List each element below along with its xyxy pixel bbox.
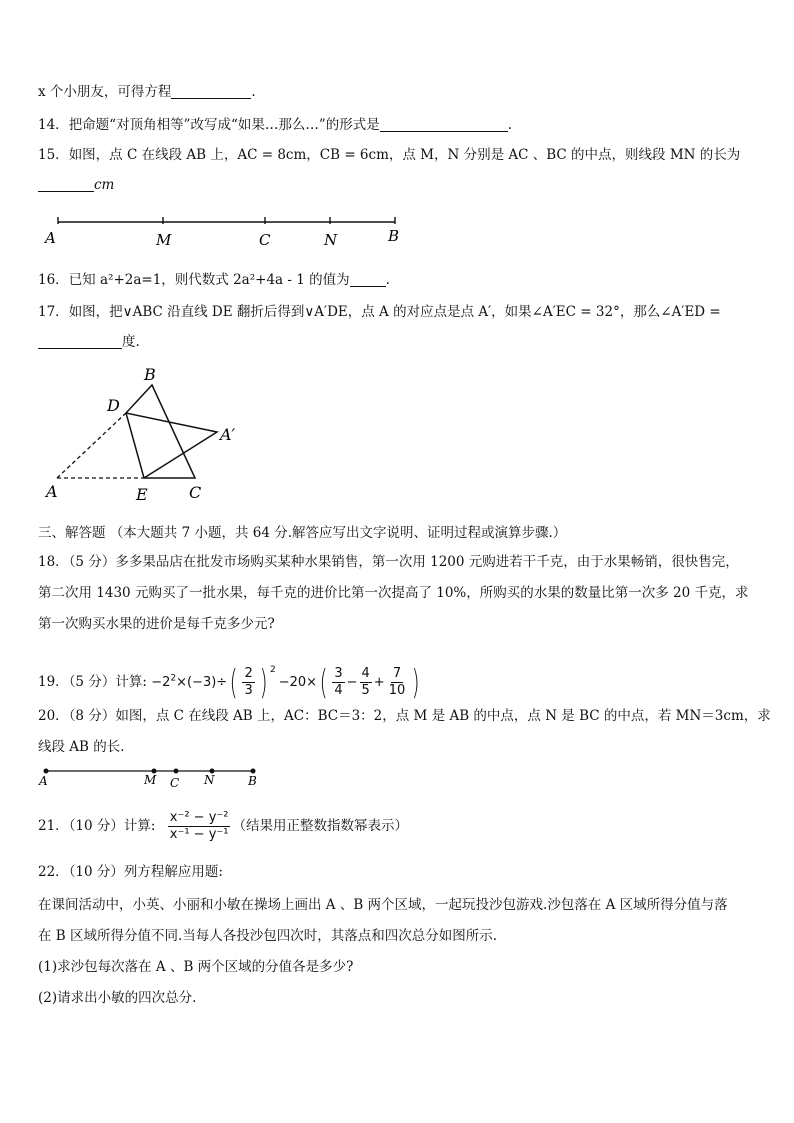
label-b: B xyxy=(144,365,156,384)
q20-text-2: 线段 AB 的长. xyxy=(38,739,125,755)
q18-line2 xyxy=(38,583,749,603)
q18-text-3: 第一次购买水果的进价是每千克多少元? xyxy=(38,616,275,632)
q22-text-1: 在课间活动中，小英、小丽和小敏在操场上画出 A 、B 两个区域，一起玩投沙包游戏.沙包落在 A 区域所得分值与落 xyxy=(38,897,728,913)
label-a: A xyxy=(39,774,48,788)
plus-sign: + xyxy=(373,675,385,690)
question-number: 18． xyxy=(38,554,69,570)
q21-note: （结果用正整数指数幂表示） xyxy=(232,818,408,834)
question-number: 17． xyxy=(38,304,69,320)
answer-blank[interactable] xyxy=(38,177,94,192)
folded-triangle xyxy=(126,413,217,478)
q22-line1 xyxy=(38,895,728,915)
q21-fraction xyxy=(168,810,231,843)
q20-line1 xyxy=(38,706,771,726)
question-number: 16． xyxy=(38,272,69,288)
q16-line xyxy=(38,270,390,290)
numerator: 2 xyxy=(244,666,253,681)
question-number: 21． xyxy=(38,818,69,834)
q15-line xyxy=(38,145,740,165)
label-m: M xyxy=(144,773,157,787)
q16-period: . xyxy=(385,272,390,288)
q18-line1 xyxy=(38,552,739,572)
numerator: x⁻² − y⁻² xyxy=(169,810,229,825)
fraction-3-4 xyxy=(332,666,344,699)
q14-period: . xyxy=(507,117,513,133)
denominator: 10 xyxy=(388,683,406,698)
term-neg2: −2 xyxy=(151,675,171,690)
answer-blank[interactable] xyxy=(380,117,508,132)
q22-subquestion-2: (2)请求出小敏的四次总分. xyxy=(38,990,197,1006)
compute-label: 计算: xyxy=(123,818,156,834)
q13-period: . xyxy=(251,84,256,100)
q22-line2 xyxy=(38,926,497,946)
q14-line xyxy=(38,115,512,135)
q15-segment-figure xyxy=(40,212,420,252)
q15-text: 如图，点 C 在线段 AB 上，AC = 8cm，CB = 6cm，点 M，N 分别是 AC 、BC 的中点，则线段 MN 的长为 xyxy=(68,147,741,163)
denominator: 5 xyxy=(361,683,370,698)
q15-answer-line xyxy=(38,175,114,195)
dashed-ad xyxy=(57,413,126,478)
label-c: C xyxy=(170,776,180,790)
q13-text: x 个小朋友，可得方程 xyxy=(38,84,172,100)
label-n: N xyxy=(204,773,215,787)
question-number: 15． xyxy=(38,147,69,163)
q17-text: 如图，把∨ABC 沿直线 DE 翻折后得到∨A′DE，点 A 的对应点是点 A′，如果∠A′EC = 32°，那么∠A′ED = xyxy=(68,304,721,320)
section-heading xyxy=(38,523,566,543)
answer-blank[interactable] xyxy=(350,272,386,287)
point-a xyxy=(44,769,49,774)
label-e: E xyxy=(136,485,148,504)
q22-text-2: 在 B 区域所得分值不同.当每人各投沙包四次时，其落点和四次总分如图所示. xyxy=(38,928,498,944)
unit-label: cm xyxy=(94,177,115,193)
q17-line xyxy=(38,302,721,322)
question-number: 20． xyxy=(38,708,69,724)
q22-sub2 xyxy=(38,988,196,1008)
label-b: B xyxy=(248,774,257,788)
numerator: 7 xyxy=(392,666,402,681)
label-n: N xyxy=(324,231,338,249)
score-label: （10 分） xyxy=(68,864,124,880)
denominator: x⁻¹ − y⁻¹ xyxy=(169,827,229,842)
point-b xyxy=(251,769,256,774)
q13-line xyxy=(38,82,256,102)
fraction-7-10 xyxy=(387,666,408,699)
numerator: 4 xyxy=(361,666,370,681)
label-c: C xyxy=(259,231,271,249)
label-c: C xyxy=(189,483,202,502)
score-label: （5 分） xyxy=(68,554,116,570)
term-times-neg3: ×(−3)÷ xyxy=(176,675,228,690)
q20-line2 xyxy=(38,737,125,757)
fraction-4-5 xyxy=(360,666,372,699)
left-paren-icon: ( xyxy=(229,662,238,703)
triangle-dbc-e xyxy=(126,385,195,478)
fraction-2-3 xyxy=(242,666,254,699)
term-minus20: −20× xyxy=(278,675,318,690)
answer-blank[interactable] xyxy=(171,84,251,99)
score-label: （10 分） xyxy=(68,818,124,834)
exponent: 2 xyxy=(170,673,177,684)
q18-text-2: 第二次用 1430 元购买了一批水果，每千克的进价比第一次提高了 10%，所购买的水果的数量比第一次多 20 千克，求 xyxy=(38,585,749,601)
q14-text: 把命题“对顶角相等”改写成“如果…那么…”的形式是 xyxy=(68,117,380,133)
score-label: （5 分） xyxy=(68,674,116,690)
q17-suffix: 度. xyxy=(122,334,140,350)
q19-line xyxy=(38,650,423,703)
q20-text-1: 如图，点 C 在线段 AB 上，AC：BC＝3：2，点 M 是 AB 的中点，点 N 是 BC 的中点，若 MN＝3cm，求 xyxy=(115,708,771,724)
denominator: 3 xyxy=(244,683,253,698)
answer-blank[interactable] xyxy=(38,334,122,349)
section-title: 三、解答题 （本大题共 7 小题，共 64 分.解答应写出文字说明、证明过程或演算步骤.） xyxy=(38,525,567,541)
minus-sign: − xyxy=(346,675,358,690)
q22-line0 xyxy=(38,862,223,882)
question-number: 22． xyxy=(38,864,69,880)
q22-label: 列方程解应用题: xyxy=(123,864,223,880)
q16-text: 已知 a²+2a=1，则代数式 2a²+4a - 1 的值为 xyxy=(68,272,350,288)
q21-line xyxy=(38,807,408,847)
question-number: 14． xyxy=(38,117,69,133)
q17-answer-line xyxy=(38,332,140,352)
label-d: D xyxy=(107,396,120,415)
q22-sub1 xyxy=(38,957,353,977)
question-number: 19． xyxy=(38,674,69,690)
point-c xyxy=(174,769,179,774)
label-a: A xyxy=(46,482,58,501)
right-paren-icon: ) xyxy=(259,662,268,703)
q17-triangle-figure xyxy=(40,360,260,510)
label-m: M xyxy=(156,231,172,249)
left-paren-icon: ( xyxy=(319,662,328,703)
exponent: 2 xyxy=(270,665,276,675)
q19-expression xyxy=(151,662,422,703)
q20-segment-figure xyxy=(36,762,266,792)
label-b: B xyxy=(388,227,400,245)
label-a-prime: A′ xyxy=(220,425,236,444)
numerator: 3 xyxy=(334,666,343,681)
q18-text-1: 多多果品店在批发市场购买某种水果销售，第一次用 1200 元购进若干千克，由于水果畅销，很快售完， xyxy=(115,554,739,570)
right-paren-icon: ) xyxy=(411,662,420,703)
compute-label: 计算: xyxy=(115,674,147,690)
denominator: 4 xyxy=(334,683,343,698)
score-label: （8 分） xyxy=(68,708,116,724)
label-a: A xyxy=(45,229,56,247)
q18-line3 xyxy=(38,614,275,634)
q22-subquestion-1: (1)求沙包每次落在 A 、B 两个区域的分值各是多少? xyxy=(38,959,354,975)
